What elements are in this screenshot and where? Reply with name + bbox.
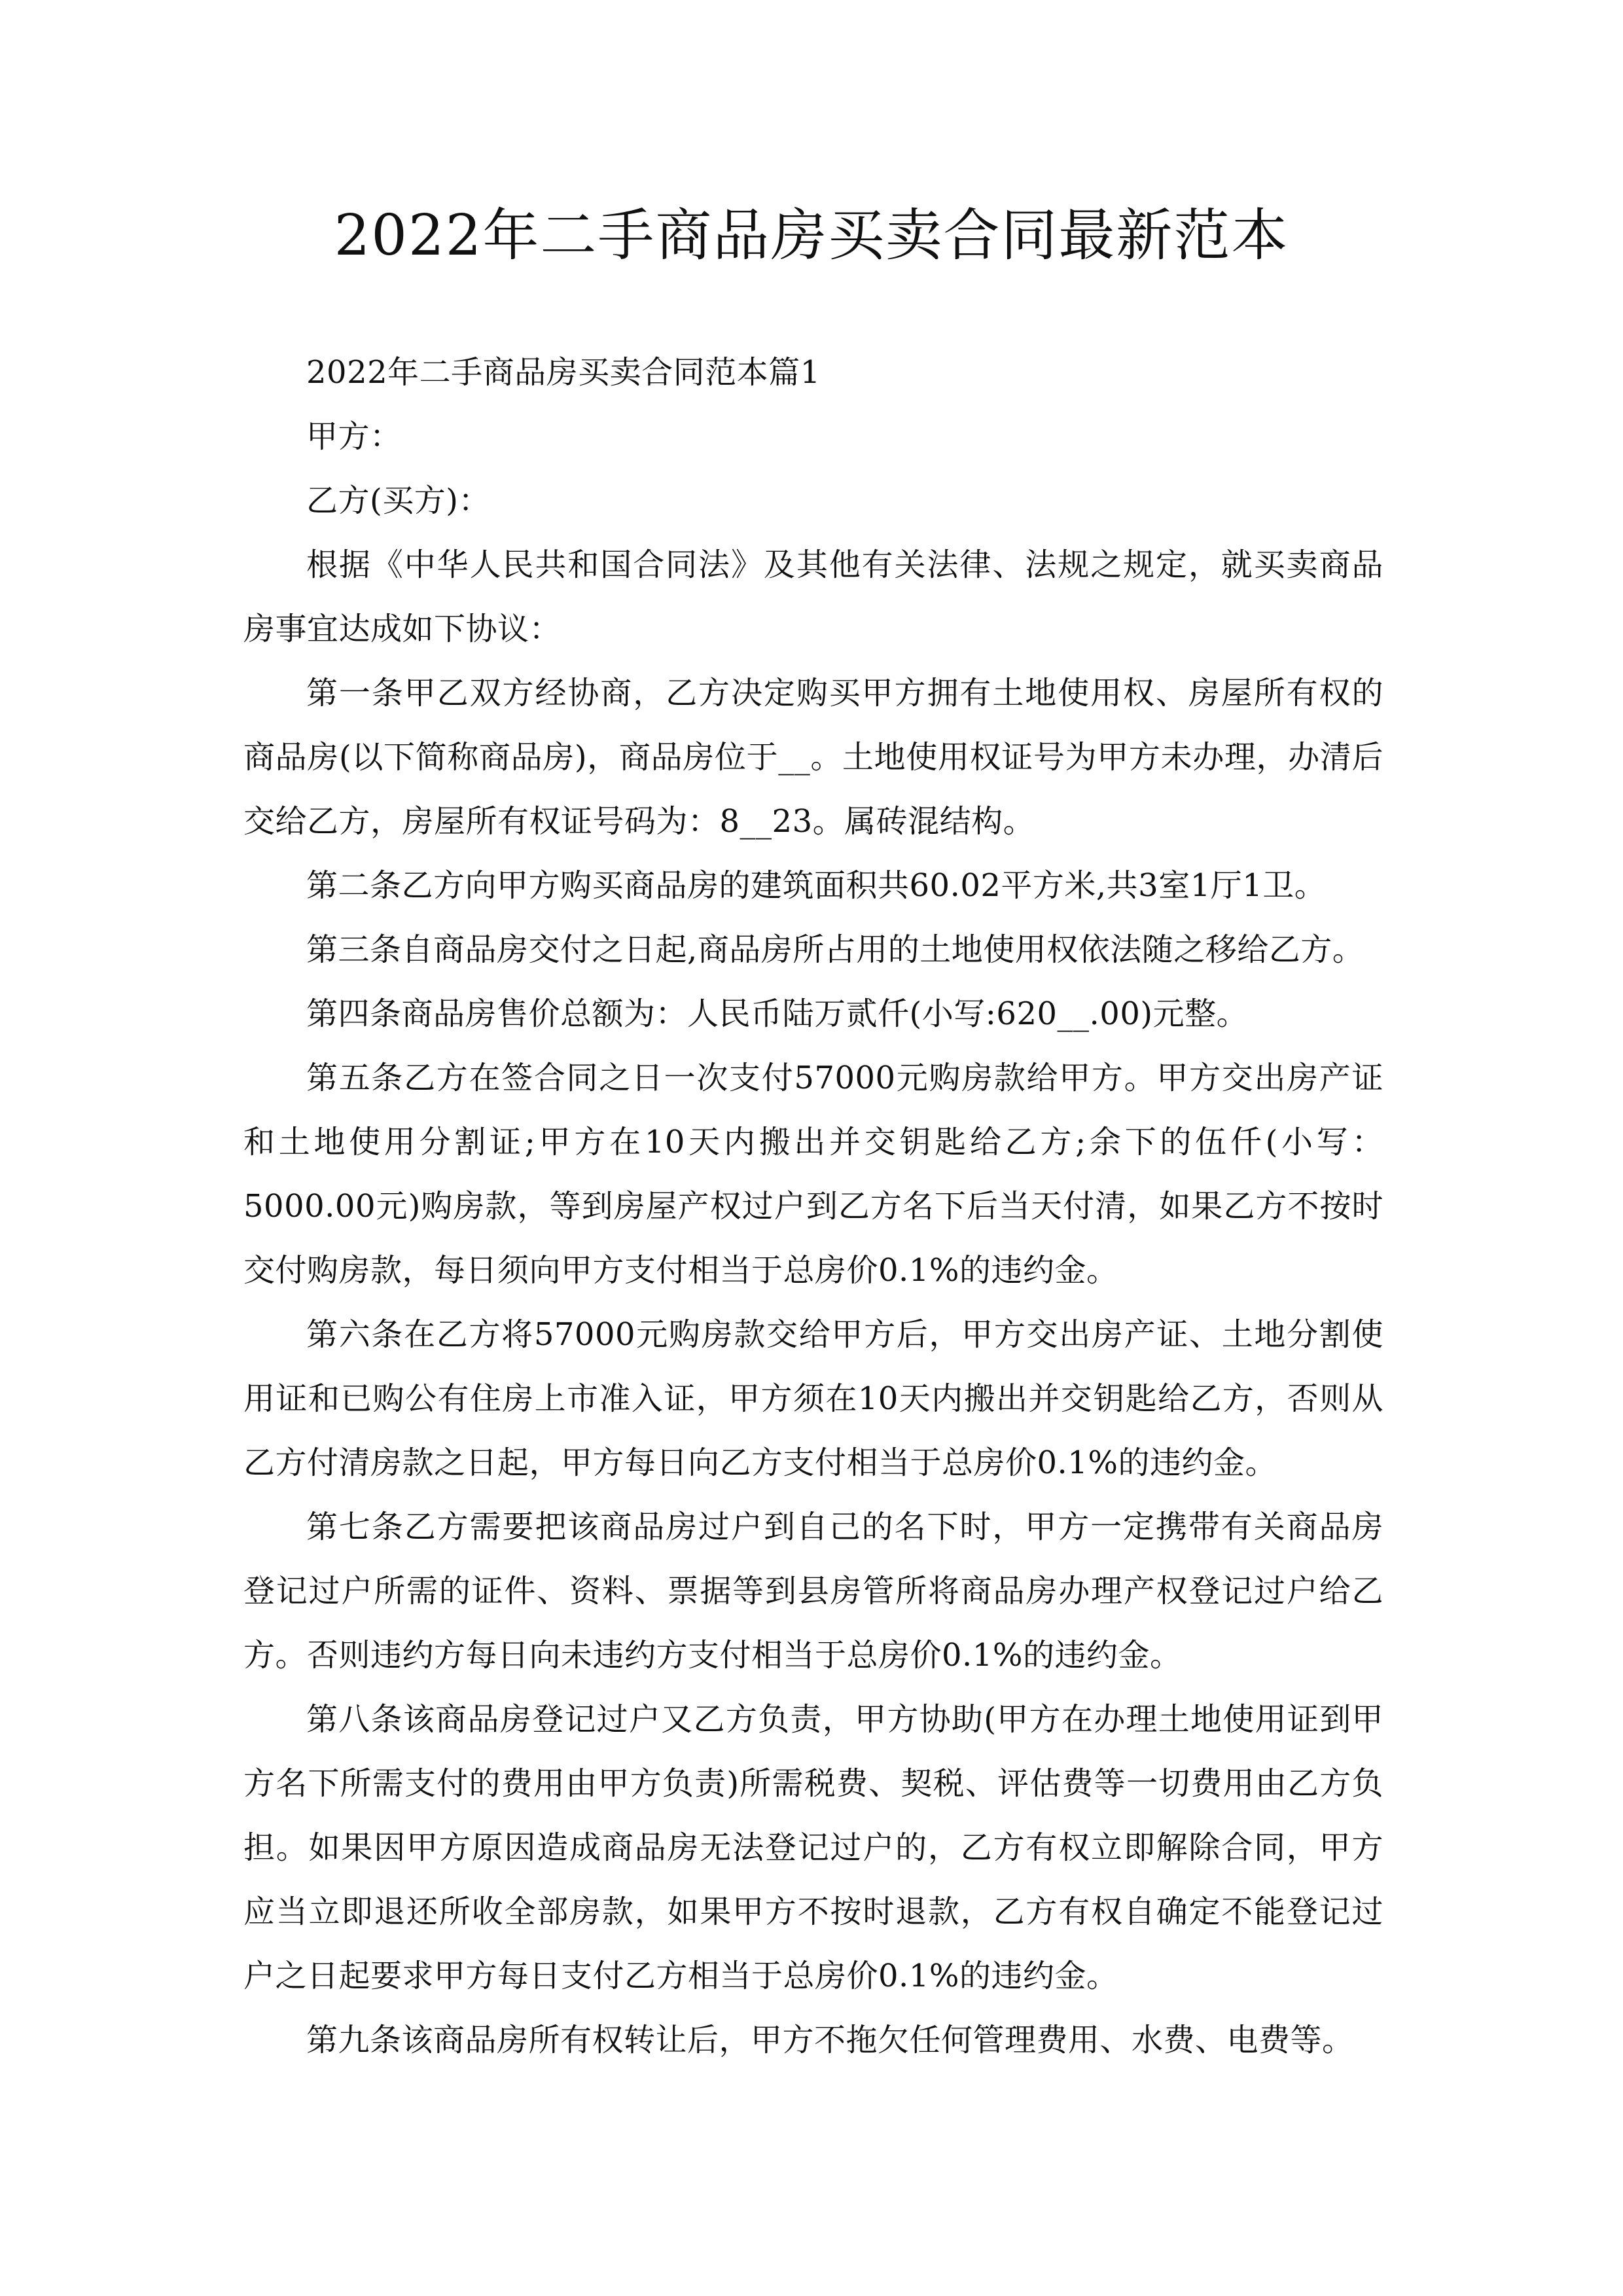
section-heading: 2022年二手商品房买卖合同范本篇1 bbox=[306, 354, 821, 391]
article-1: 第一条甲乙双方经协商，乙方决定购买甲方拥有土地使用权、房屋所有权的商品房(以下简称商品房)，商品房位于__。土地使用权证号为甲方未办理，办清后交给乙方，房屋所有权证号码为：8__23。属砖混结构。 bbox=[243, 675, 1383, 840]
article-5: 第五条乙方在签合同之日一次支付57000元购房款给甲方。甲方交出房产证和土地使用分割证;甲方在10天内搬出并交钥匙给乙方;余下的伍仟(小写：5000.00元)购房款，等到房屋产权过户到乙方名下后当天付清，如果乙方不按时交付购房款，每日须向甲方支付相当于总房价0.1%的违约金。 bbox=[243, 1060, 1383, 1289]
document-title: 2022年二手商品房买卖合同最新范本 bbox=[334, 203, 1289, 268]
preamble-paragraph: 根据《中华人民共和国合同法》及其他有关法律、法规之规定，就买卖商品房事宜达成如下协议： bbox=[243, 547, 1383, 647]
article-7: 第七条乙方需要把该商品房过户到自己的名下时，甲方一定携带有关商品房登记过户所需的证件、资料、票据等到县房管所将商品房办理产权登记过户给乙方。否则违约方每日向未违约方支付相当于总房价0.1%的违约金。 bbox=[243, 1509, 1383, 1674]
article-3: 第三条自商品房交付之日起,商品房所占用的土地使用权依法随之移给乙方。 bbox=[306, 931, 1364, 968]
article-6: 第六条在乙方将57000元购房款交给甲方后，甲方交出房产证、土地分割使用证和已购公有住房上市准入证，甲方须在10天内搬出并交钥匙给乙方，否则从乙方付清房款之日起，甲方每日向乙方支付相当于总房价0.1%的违约金。 bbox=[243, 1316, 1383, 1481]
article-8: 第八条该商品房登记过户又乙方负责，甲方协助(甲方在办理土地使用证到甲方名下所需支付的费用由甲方负责)所需税费、契税、评估费等一切费用由乙方负担。如果因甲方原因造成商品房无法登记过户的，乙方有权立即解除合同，甲方应当立即退还所收全部房款，如果甲方不按时退款，乙方有权自确定不能登记过户之日起要求甲方每日支付乙方相当于总房价0.1%的违约金。 bbox=[243, 1701, 1383, 1994]
party-b-line: 乙方(买方)： bbox=[306, 482, 490, 519]
article-2: 第二条乙方向甲方购买商品房的建筑面积共60.02平方米,共3室1厅1卫。 bbox=[306, 867, 1327, 904]
article-4: 第四条商品房售价总额为：人民币陆万贰仟(小写:620__.00)元整。 bbox=[306, 996, 1249, 1032]
document-body bbox=[243, 340, 1383, 2072]
article-9: 第九条该商品房所有权转让后，甲方不拖欠任何管理费用、水费、电费等。 bbox=[306, 2022, 1354, 2058]
party-a-line: 甲方： bbox=[306, 418, 402, 455]
